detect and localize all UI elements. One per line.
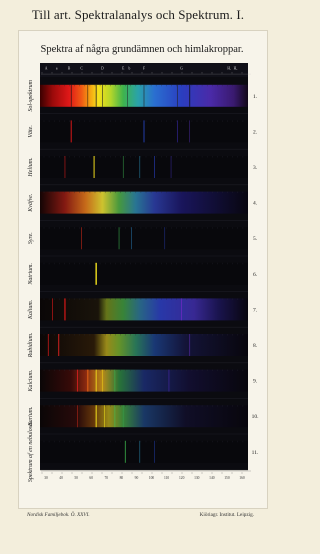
scale-letter: a [55,66,58,71]
scale-letter: b [128,66,131,71]
scale-number: 110 [163,476,170,480]
spectrum-number: 8. [252,343,258,349]
spectrum-label: Helium. [28,157,34,177]
plate-title: Spektra af några grundämnen och himlakroppar. [40,44,244,55]
spectrum-band [40,298,248,320]
scale-number: 120 [178,476,185,480]
spectrum-band [40,405,248,427]
scale-number: 130 [194,476,200,480]
scale-letter: D [101,66,104,71]
scale-letter: C [80,66,83,71]
spectrum-label: Natrium. [28,263,34,285]
spectrum-band [40,156,248,178]
scale-letter: B [67,66,71,71]
spectrum-number: 1. [252,93,258,100]
scale-number: 60 [89,476,94,480]
spectrum-band [40,263,248,285]
scale-letter: G [180,66,183,71]
spectrum-label: Rubidium. [28,332,34,358]
spectrum-band [40,227,248,249]
spectrum-band [40,334,248,356]
scale-letter: H₁ [227,66,232,71]
spectrum-number: 5. [252,236,258,243]
scale-number: 140 [209,476,215,480]
spectrum-number: 2. [252,129,258,136]
spectrum-label: Barium. [28,406,34,426]
scale-number: 150 [224,476,230,480]
scale-letter: A [44,66,48,71]
spectrum-label: Spektrum af en nebulosa. [28,421,34,483]
spectrum-label: Syre. [28,232,34,245]
spectrum-number: 7. [252,307,258,314]
spectrum-label: Sol-spektrum [28,79,34,112]
scale-number: 160 [239,476,245,480]
spectrum-number: 6. [252,271,258,278]
scale-number: 30 [44,476,48,480]
spectrum-rows [27,79,259,482]
spectrum-number: 10. [251,414,259,421]
spectrum-number: 3. [252,165,258,171]
footer-publication: Nordisk Familjebok. Ö. XXVI. [27,512,90,518]
scale-number: 50 [74,476,78,480]
scale-letter: F [143,66,145,71]
spectrum-band [40,441,248,463]
scale-number: 80 [119,476,124,480]
scale-letter: H₂ [233,66,238,71]
spectrum-number: 11. [251,449,259,456]
scale-number: 90 [134,476,139,480]
scale-number: 40 [59,476,63,480]
footer-printer: Kiöriagr. Institut. Leipzig. [199,512,254,518]
spectrum-band [40,370,248,392]
spectrum-label: Kväfve. [28,193,34,212]
spectrum-band [40,192,248,214]
bottom-scale [40,470,248,485]
spectrum-label: Kalcium. [28,369,34,392]
page-title: Till art. Spektralanalys och Spektrum. I. [31,7,245,22]
scale-number: 70 [104,476,109,480]
spectrum-number: 9. [252,378,258,385]
spectrum-label: Kalium. [28,299,34,319]
scale-letter: E [122,66,125,71]
spectrum-number: 4. [252,200,258,207]
spectrum-label: Väte. [28,125,34,138]
scale-number: 100 [148,476,155,480]
